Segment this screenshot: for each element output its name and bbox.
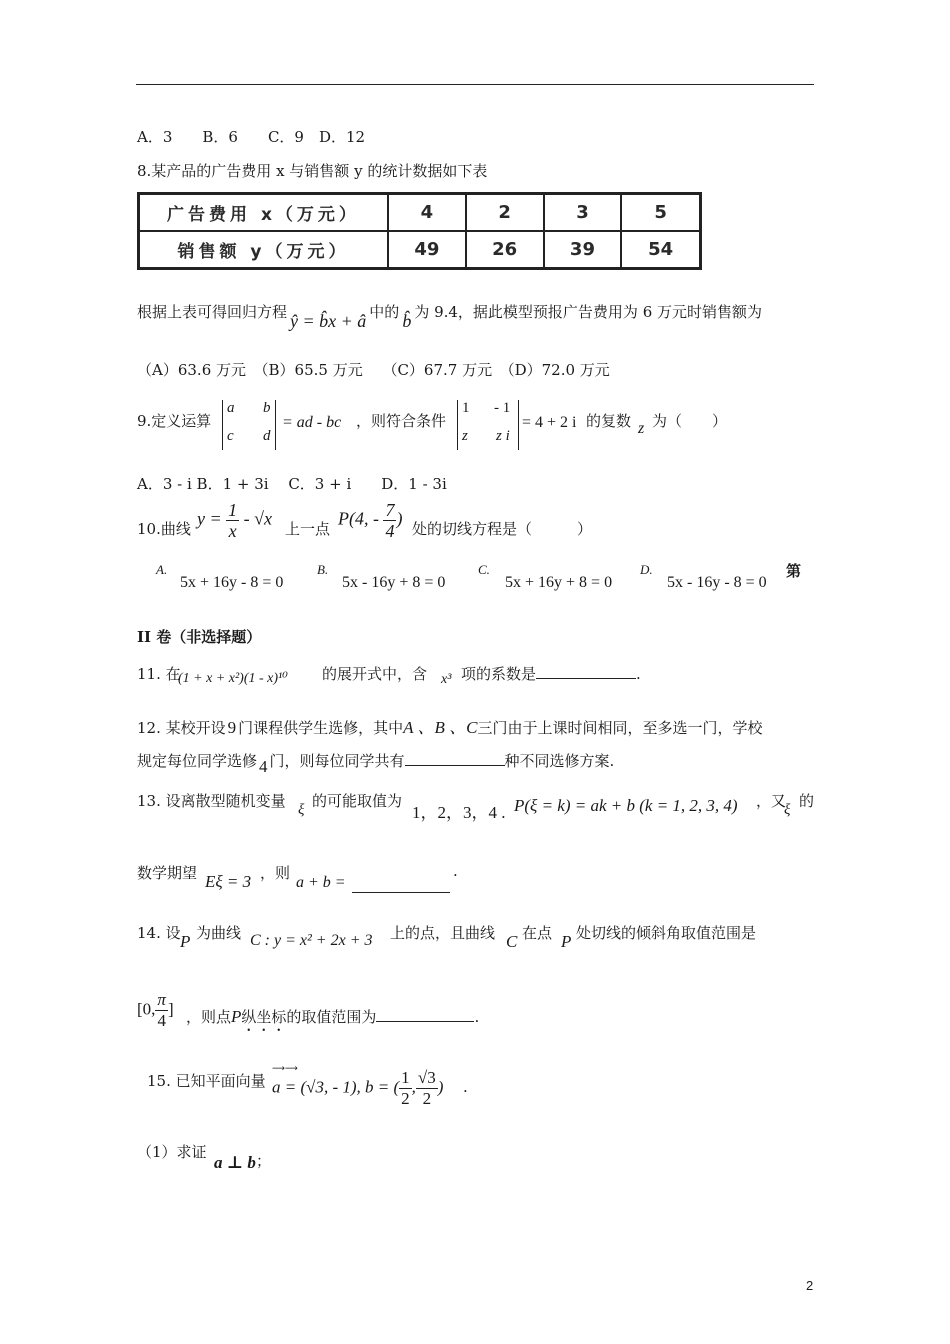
q8-options: （A）63.6 万元 （B）65.5 万元 （C）67.7 万元 （D）72.0 万元 <box>137 361 610 379</box>
q13-suffix: ，又 <box>756 792 787 810</box>
q10-point <box>338 500 402 541</box>
regression-equation: ŷ = b̂x + â <box>290 311 367 331</box>
answer-blank[interactable] <box>536 678 636 679</box>
q14-line2 <box>186 1006 479 1035</box>
q8-text-mid: 中的 <box>369 303 400 321</box>
curve-rest: - √x <box>243 508 273 529</box>
q14-P2: P <box>561 932 572 951</box>
q14-line2-post: 的取值范围为 <box>286 1008 377 1026</box>
q13-expect: Eξ = 3 <box>205 872 252 891</box>
table-header-sales: 销售额 y（万元） <box>139 231 389 269</box>
det-entry: a <box>227 400 235 416</box>
q12-line1-post: 三门由于上课时间相同，至多选一门，学校 <box>477 719 763 737</box>
q10-mid: 上一点 <box>285 520 331 538</box>
table-cell: 39 <box>544 231 622 269</box>
q8-text-post: 为 9.4，据此模型预报广告费用为 6 万元时销售额为 <box>414 303 763 321</box>
table-cell: 4 <box>388 194 466 232</box>
fraction <box>155 990 168 1031</box>
q13-end: . <box>453 862 458 880</box>
frac-den: x <box>228 521 237 541</box>
q13-ab: a + b = <box>296 874 346 891</box>
q12-n4: 4 <box>259 757 268 776</box>
q10-label-d: D. <box>640 562 653 577</box>
answer-blank[interactable] <box>376 1021 474 1022</box>
q10-option-c: 5x + 16y + 8 = 0 <box>505 574 613 591</box>
frac-den: 4 <box>385 521 395 541</box>
q13-formula: P(ξ = k) = ak + b (k = 1, 2, 3, 4) <box>514 796 738 815</box>
frac-num: 7 <box>385 500 395 520</box>
table-cell: 2 <box>466 194 544 232</box>
q11-term: x³ <box>441 672 452 687</box>
table-cell: 26 <box>466 231 544 269</box>
q12-abc: A 、B 、C <box>403 718 478 737</box>
q10-label-c: C. <box>478 562 490 577</box>
header-rule <box>136 84 814 85</box>
table-row <box>139 231 701 269</box>
q11-prefix: 11. 在 <box>137 665 181 683</box>
q15-end: . <box>463 1078 468 1096</box>
fraction <box>226 500 239 541</box>
frac-num: √3 <box>417 1068 436 1087</box>
q12-line1-pre: 12. 某校开设 <box>137 719 226 737</box>
q13-prefix: 13. 设离散型随机变量 <box>137 792 286 810</box>
q9-suffix2: 为（ ） <box>652 412 728 430</box>
frac-den: 4 <box>157 1011 166 1030</box>
frac-num: 1 <box>401 1068 410 1087</box>
q13-xi: ξ <box>298 802 305 818</box>
b-hat: b̂ <box>402 311 412 331</box>
q10-curve <box>197 500 272 541</box>
q8-regression-line <box>137 301 763 331</box>
q10-label-a: A. <box>156 562 168 577</box>
q14-C: C <box>506 932 518 951</box>
q13-mid: 的可能取值为 <box>312 792 403 810</box>
q10-option-b: 5x - 16y + 8 = 0 <box>342 574 446 591</box>
q14-prefix: 14. 设 <box>137 924 181 942</box>
det-entry: z i <box>496 428 510 444</box>
frac-num: 1 <box>228 500 238 520</box>
q9-z: z <box>638 420 645 437</box>
stats-table <box>137 192 702 270</box>
q13-line2-mid: ，则 <box>260 864 291 882</box>
q14-mid2: 上的点，且曲线 <box>390 924 496 942</box>
q10-prefix: 10.曲线 <box>137 520 191 538</box>
trailing-char: 第 <box>786 562 802 580</box>
comma: , <box>411 1077 416 1097</box>
det-entry: d <box>263 428 271 444</box>
q14-curve: C : y = x² + 2x + 3 <box>250 932 373 949</box>
q10-option-d: 5x - 16y - 8 = 0 <box>667 574 767 591</box>
curve-lhs: y = <box>197 508 222 529</box>
det-entry: c <box>227 428 234 444</box>
q14-emphasis: 纵坐标 <box>241 1008 287 1026</box>
q12-n9: 9 <box>227 718 237 737</box>
table-cell: 49 <box>388 231 466 269</box>
q14-end: . <box>474 1008 480 1026</box>
q14-suffix: 处切线的倾斜角取值范围是 <box>576 924 757 942</box>
q14-line2-mid: ，则点 <box>186 1008 232 1026</box>
q12-line1-mid: 门课程供学生选修，其中 <box>238 719 404 737</box>
q8-stem: 8.某产品的广告费用 x 与销售额 y 的统计数据如下表 <box>137 162 488 180</box>
q13-xi2: ξ <box>784 802 791 818</box>
table-cell: 54 <box>621 231 700 269</box>
page-number: 2 <box>806 1278 814 1293</box>
q9-mid: ，则符合条件 <box>356 412 447 430</box>
q14-mid1: 为曲线 <box>196 924 242 942</box>
vec-a: a = (√3, - 1), b = ( <box>272 1077 400 1097</box>
q15-semi: ； <box>256 1152 272 1170</box>
q11-mid: 的展开式中，含 <box>322 665 428 683</box>
q9-suffix1: 的复数 <box>586 412 632 430</box>
table-row <box>139 194 701 232</box>
det1-value: = ad - bc <box>282 414 342 431</box>
q12-line2-post: 种不同选修方案. <box>504 752 615 770</box>
q12-line2 <box>137 750 615 776</box>
determinant-1 <box>222 400 276 450</box>
q15-perp: a ⊥ b <box>214 1153 256 1172</box>
q12-line2-mid: 门，则每位同学共有 <box>269 752 405 770</box>
table-cell: 3 <box>544 194 622 232</box>
q8-text-pre: 根据上表可得回归方程 <box>137 303 288 321</box>
q15-part1: （1）求证 <box>137 1143 207 1161</box>
q10-label-b: B. <box>317 562 329 577</box>
table-header-ad-cost: 广告费用 x（万元） <box>139 194 389 232</box>
point-post: ) <box>396 508 403 529</box>
q12-line2-pre: 规定每位同学选修 <box>137 752 258 770</box>
q10-option-a: 5x + 16y - 8 = 0 <box>180 574 284 591</box>
q9-options: A．3 - i B．1 + 3i C．3 + i D．1 - 3i <box>137 475 447 493</box>
point-pre: P(4, - <box>338 508 379 529</box>
frac-num: π <box>157 990 166 1009</box>
q15-prefix: 15. 已知平面向量 <box>147 1072 266 1090</box>
answer-blank[interactable] <box>405 765 505 766</box>
det-entry: - 1 <box>494 400 511 416</box>
det-entry: z <box>462 428 468 444</box>
det-entry: b <box>263 400 271 416</box>
section-title: II 卷（非选择题） <box>137 628 262 646</box>
q14-range <box>137 990 174 1031</box>
determinant-2 <box>457 400 519 450</box>
q10-suffix: 处的切线方程是（ ） <box>412 520 593 538</box>
q11-expr: (1 + x + x²)(1 - x)¹⁰ <box>178 671 288 686</box>
q11-end: . <box>636 665 641 683</box>
q14-P: P <box>180 932 191 951</box>
q9-prefix: 9.定义运算 <box>137 412 212 430</box>
q15-vectors <box>272 1068 443 1109</box>
q7-options: A．3 B．6 C．9 D．12 <box>137 128 366 146</box>
fraction <box>399 1068 412 1109</box>
close-paren: ) <box>437 1077 444 1097</box>
vector-arrows-icon: ⟶⟶ <box>272 1064 298 1074</box>
q13-vals: 1，2，3，4 . <box>412 803 506 822</box>
fraction <box>383 500 396 541</box>
q11-suffix <box>461 663 641 684</box>
q13-line2-pre: 数学期望 <box>137 864 198 882</box>
q11-suffix-text: 项的系数是 <box>461 665 537 683</box>
q13-blank-wrap <box>352 878 450 897</box>
range-post: ] <box>167 999 174 1019</box>
det2-value: = 4 + 2 i <box>522 414 577 431</box>
table-cell: 5 <box>621 194 700 232</box>
answer-blank[interactable] <box>352 891 450 893</box>
range-pre: [0, <box>137 999 156 1019</box>
frac-den: 2 <box>401 1089 410 1108</box>
q12-line1 <box>137 713 762 738</box>
q14-P3: P <box>231 1007 242 1026</box>
det-entry: 1 <box>462 400 470 416</box>
q13-suffix2: 的 <box>799 792 815 810</box>
frac-den: 2 <box>422 1089 432 1108</box>
fraction <box>416 1068 438 1109</box>
q14-mid3: 在点 <box>522 924 553 942</box>
